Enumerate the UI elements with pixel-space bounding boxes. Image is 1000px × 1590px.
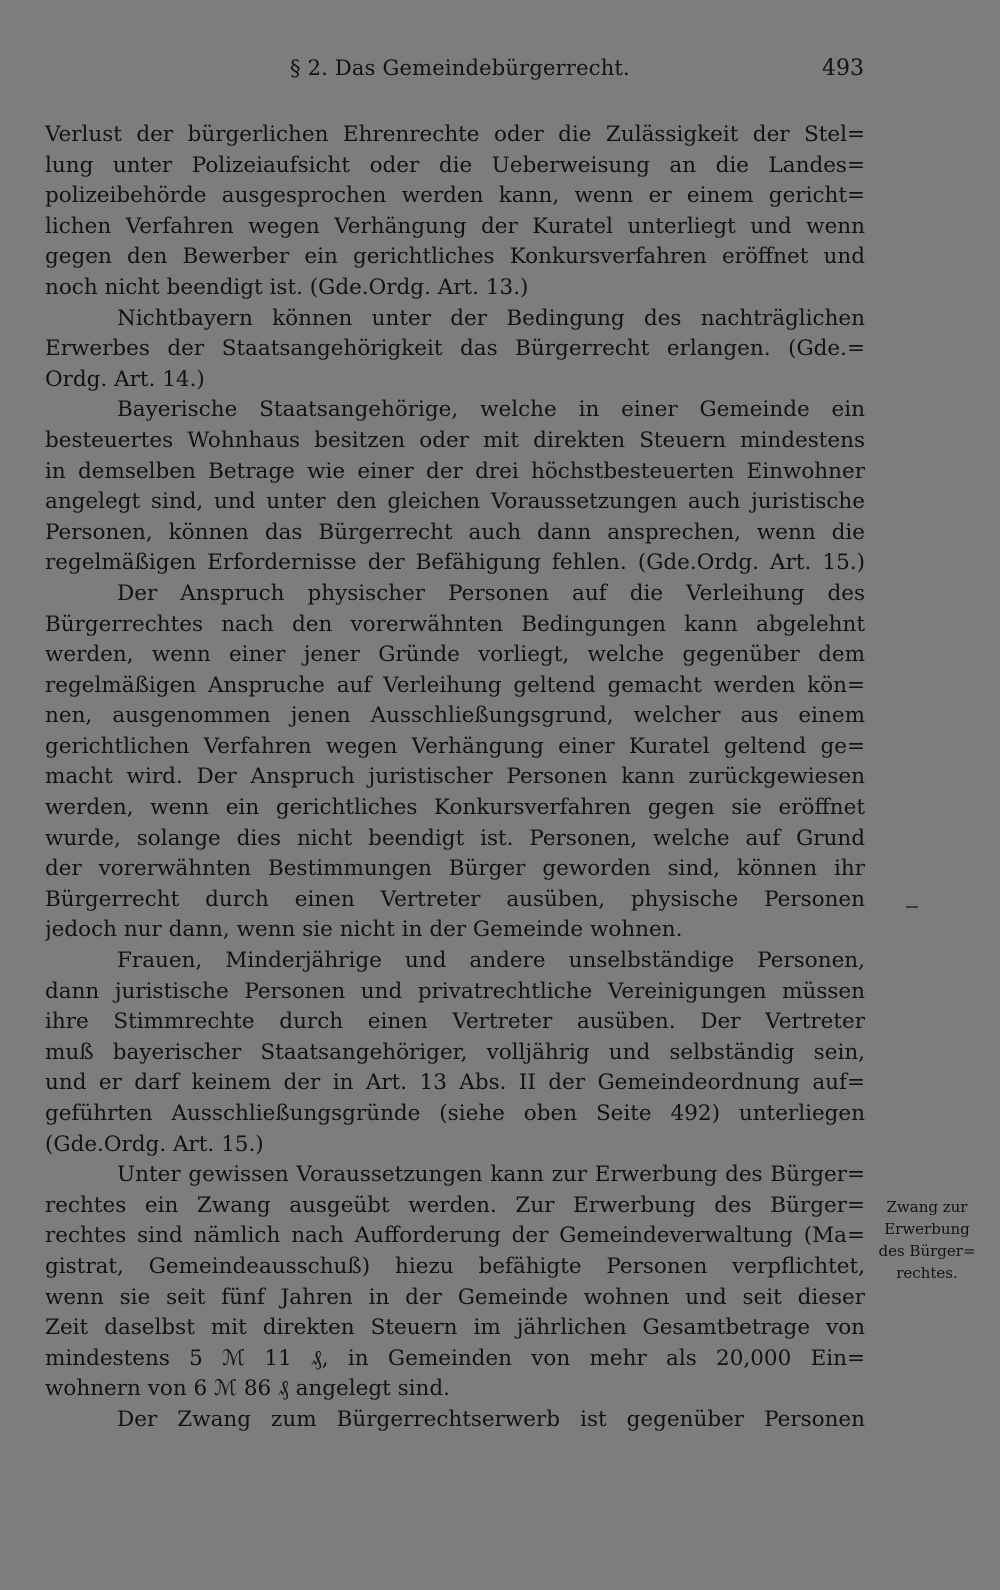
text-line: (Gde.Ordg. Art. 15.) <box>45 1131 264 1157</box>
text-line: Unter gewissen Voraussetzungen kann zur Erwerbung des Bürger= <box>117 1162 865 1188</box>
text-line: geführten Ausschließungsgründe (siehe oben Seite 492) unterliegen <box>45 1101 865 1126</box>
text-line: werden, wenn ein gerichtliches Konkursverfahren gegen sie eröffnet <box>45 795 865 821</box>
margin-note-line: rechtes. <box>896 1264 958 1282</box>
text-line: wenn sie seit fünf Jahren in der Gemeinde wohnen und seit dieser <box>45 1284 865 1310</box>
text-line: Bayerische Staatsangehörige, welche in einer Gemeinde ein <box>117 397 865 423</box>
margin-note <box>868 1196 986 1284</box>
text-line: angelegt sind, und unter den gleichen Voraussetzungen auch juristische <box>45 489 865 515</box>
text-line: rechtes sind nämlich nach Aufforderung der Gemeindeverwaltung (Ma= <box>45 1223 865 1249</box>
text-line: Bürgerrechtes nach den vorerwähnten Bedingungen kann abgelehnt <box>45 611 865 637</box>
margin-note-line: Zwang zur <box>886 1198 968 1216</box>
body-text <box>45 120 865 1436</box>
text-line: polizeibehörde ausgesprochen werden kann, wenn er einem gericht= <box>45 183 865 209</box>
page-number: 493 <box>822 56 864 81</box>
text-line: Personen, können das Bürgerrecht auch dann ansprechen, wenn die <box>45 519 865 545</box>
text-line: gerichtlichen Verfahren wegen Verhängung einer Kuratel geltend ge= <box>45 733 865 759</box>
text-line: Verlust der bürgerlichen Ehrenrechte oder die Zulässigkeit der Stel= <box>45 122 865 147</box>
text-line: Der Zwang zum Bürgerrechtserwerb ist gegenüber Personen <box>117 1406 865 1432</box>
text-line: Zeit daselbst mit direkten Steuern im jährlichen Gesamtbetrage von <box>45 1315 865 1341</box>
page-header <box>0 56 1000 86</box>
text-line: ihre Stimmrechte durch einen Vertreter ausüben. Der Vertreter <box>45 1009 865 1035</box>
text-line: und er darf keinem der in Art. 13 Abs. II der Gemeindeordnung auf= <box>45 1070 865 1096</box>
text-line: muß bayerischer Staatsangehöriger, volljährig und selbständig sein, <box>45 1039 865 1065</box>
text-line: gistrat, Gemeindeausschuß) hiezu befähigte Personen verpflichtet, <box>45 1253 865 1279</box>
text-line: Frauen, Minderjährige und andere unselbständige Personen, <box>117 948 865 974</box>
text-line: jedoch nur dann, wenn sie nicht in der Gemeinde wohnen. <box>45 917 683 943</box>
text-line: gegen den Bewerber ein gerichtliches Konkursverfahren eröffnet und <box>45 244 865 270</box>
text-line: lichen Verfahren wegen Verhängung der Kuratel unterliegt und wenn <box>45 213 865 239</box>
text-line: in demselben Betrage wie einer der drei höchstbesteuerten Einwohner <box>45 458 865 484</box>
text-line: nen, ausgenommen jenen Ausschließungsgrund, welcher aus einem <box>45 703 865 729</box>
text-line: Ordg. Art. 14.) <box>45 366 205 392</box>
text-line: Bürgerrecht durch einen Vertreter ausüben, physische Personen <box>45 886 865 912</box>
text-line: wurde, solange dies nicht beendigt ist. Personen, welche auf Grund <box>45 825 865 851</box>
text-line: Nichtbayern können unter der Bedingung des nachträglichen <box>117 305 865 331</box>
text-line: Erwerbes der Staatsangehörigkeit das Bürgerrecht erlangen. (Gde.= <box>45 336 865 362</box>
margin-note-line: des Bürger= <box>878 1242 976 1260</box>
text-line: noch nicht beendigt ist. (Gde.Ordg. Art. 13.) <box>45 274 529 300</box>
text-line: mindestens 5 ℳ 11 ₰, in Gemeinden von mehr als 20,000 Ein= <box>45 1345 865 1371</box>
margin-note-line: Erwerbung <box>884 1220 970 1238</box>
text-line: der vorerwähnten Bestimmungen Bürger geworden sind, können ihr <box>45 856 865 882</box>
running-title: § 2. Das Gemeindebürgerrecht. <box>290 56 630 80</box>
text-line: besteuertes Wohnhaus besitzen oder mit direkten Steuern mindestens <box>45 427 865 453</box>
text-line: wohnern von 6 ℳ 86 ₰ angelegt sind. <box>45 1376 450 1402</box>
text-line: lung unter Polizeiaufsicht oder die Ueberweisung an die Landes= <box>45 152 865 178</box>
margin-dash <box>906 906 918 908</box>
text-line: macht wird. Der Anspruch juristischer Personen kann zurückgewiesen <box>45 764 865 790</box>
text-line: regelmäßigen Erfordernisse der Befähigung fehlen. (Gde.Ordg. Art. 15.) <box>45 550 865 576</box>
text-line: werden, wenn einer jener Gründe vorliegt, welche gegenüber dem <box>45 642 865 668</box>
text-line: rechtes ein Zwang ausgeübt werden. Zur Erwerbung des Bürger= <box>45 1192 865 1218</box>
text-line: Der Anspruch physischer Personen auf die Verleihung des <box>117 580 865 606</box>
text-line: regelmäßigen Anspruche auf Verleihung geltend gemacht werden kön= <box>45 672 865 698</box>
text-line: dann juristische Personen und privatrechtliche Vereinigungen müssen <box>45 978 865 1004</box>
